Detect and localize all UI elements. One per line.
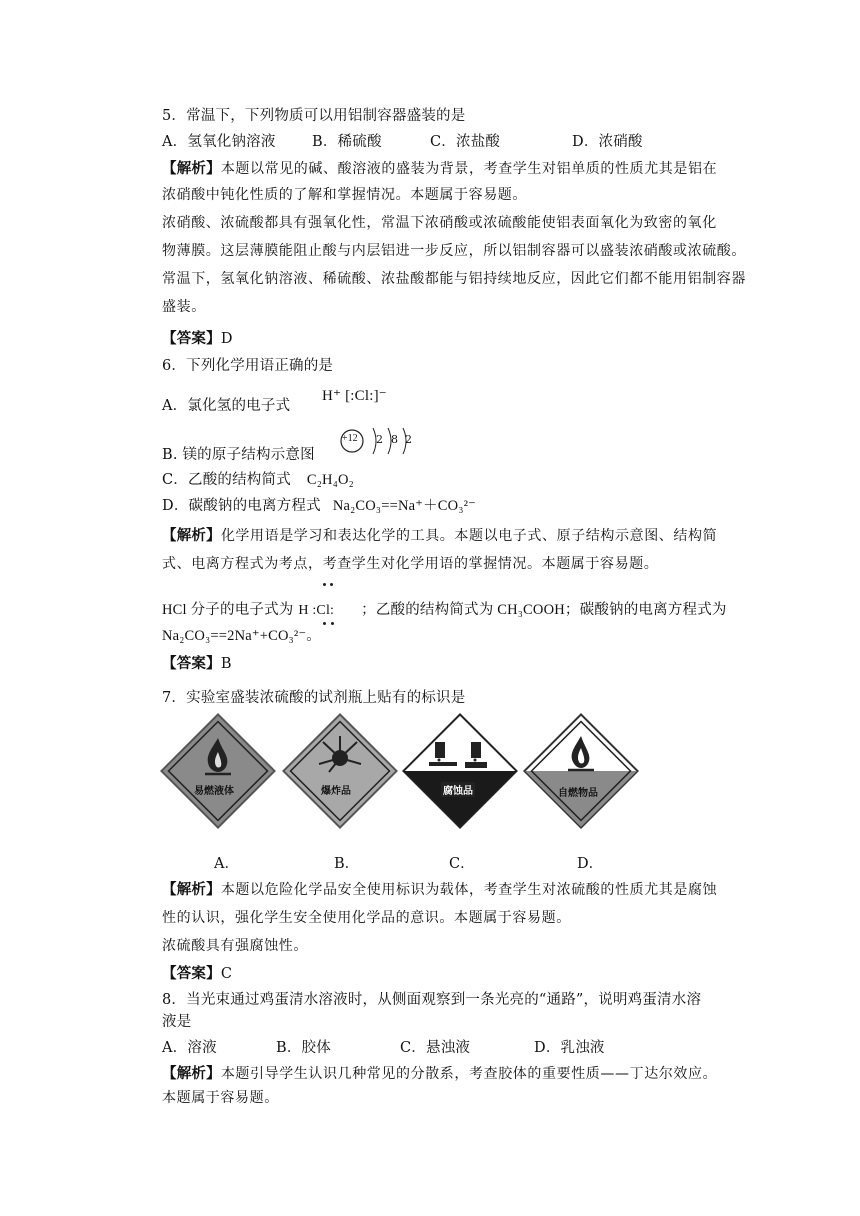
hcl-electron-formula: H :Cl: bbox=[298, 603, 335, 618]
q5-stem: 5．常温下，下列物质可以用铝制容器盛装的是 bbox=[162, 108, 466, 124]
q8-option-a: A．溶液 bbox=[162, 1040, 217, 1056]
q6-option-c bbox=[162, 471, 354, 489]
q6-detail-line2: Na₂CO₃==2Na⁺+CO₃²⁻。 bbox=[162, 628, 322, 644]
mg-shell-3: 2 bbox=[405, 433, 412, 446]
q8-option-d: D．乳浊液 bbox=[534, 1040, 605, 1056]
q8-stem-line1: 8．当光束通过鸡蛋清水溶液时，从侧面观察到一条光亮的“通路”，说明鸡蛋清水溶 bbox=[162, 992, 702, 1008]
electron-dot bbox=[330, 583, 333, 586]
q5-detail-line3: 常温下，氢氧化钠溶液、稀硫酸、浓盐酸都能与铝持续地反应，因此它们都不能用铝制容器 bbox=[162, 271, 746, 287]
electron-dot bbox=[323, 583, 326, 586]
sign-b-letter: B． bbox=[334, 856, 360, 872]
q8-options bbox=[162, 1039, 662, 1057]
q5-options bbox=[162, 133, 742, 151]
mg-atom-structure-diagram bbox=[339, 424, 419, 464]
q5-answer-value: D bbox=[220, 331, 233, 347]
analysis-tag: 【解析】 bbox=[162, 1065, 221, 1082]
q8-analysis-text: 本题引导学生认识几种常见的分散系，考查胶体的重要性质——丁达尔效应。 bbox=[220, 1066, 718, 1082]
q5-analysis-line2: 浓硝酸中钝化性质的了解和掌握情况。本题属于容易题。 bbox=[162, 187, 527, 203]
q6-hcl-ionic-formula: H⁺ [:Cl:]⁻ bbox=[322, 388, 387, 404]
q5-detail-line2: 物薄膜。这层薄膜能阻止酸与内层铝进一步反应，所以铝制容器可以盛装浓硝酸或浓硫酸。 bbox=[162, 243, 746, 259]
electron-dot bbox=[331, 622, 334, 625]
analysis-tag: 【解析】 bbox=[162, 527, 221, 544]
q7-analysis-text: 本题以危险化学品安全使用标识为载体，考查学生对浓硫酸的性质尤其是腐蚀 bbox=[220, 882, 718, 898]
q5-answer bbox=[162, 330, 233, 348]
q5-detail-line1: 浓硝酸、浓硫酸都具有强氧化性，常温下浓硝酸或浓硫酸能使铝表面氧化为致密的氧化 bbox=[162, 215, 717, 231]
acetic-acid-formula: C₂H₄O₂ bbox=[306, 472, 354, 488]
sodium-carbonate-equation: Na₂CO₃==Na⁺＋CO₃²⁻ bbox=[332, 498, 477, 514]
q6-stem: 6．下列化学用语正确的是 bbox=[162, 358, 334, 374]
analysis-tag: 【解析】 bbox=[162, 160, 221, 177]
q6-option-b: B. 镁的原子结构示意图 bbox=[162, 447, 315, 463]
q7-analysis bbox=[162, 881, 717, 899]
q8-option-c: C．悬浊液 bbox=[400, 1040, 471, 1056]
q6-option-d bbox=[162, 497, 476, 515]
answer-tag: 【答案】 bbox=[162, 655, 221, 672]
sign-c-letter: C． bbox=[449, 856, 475, 872]
q6-detail-prefix: HCl 分子的电子式为 bbox=[162, 602, 294, 618]
q5-option-c: C．浓盐酸 bbox=[430, 134, 501, 150]
electron-dot bbox=[323, 622, 326, 625]
q7-answer-value: C bbox=[220, 966, 233, 982]
sign-d-letter: D． bbox=[577, 856, 604, 872]
answer-tag: 【答案】 bbox=[162, 330, 221, 347]
q6-analysis bbox=[162, 527, 717, 545]
q6-answer bbox=[162, 655, 232, 673]
spontaneous-combustion-label: 自燃物品 bbox=[558, 788, 598, 799]
q8-analysis bbox=[162, 1065, 717, 1083]
q7-analysis-line2: 性的认识，强化学生安全使用化学品的意识。本题属于容易题。 bbox=[162, 910, 571, 926]
q6-analysis-line2: 式、电离方程式为考点，考查学生对化学用语的掌握情况。本题属于容易题。 bbox=[162, 556, 659, 572]
flammable-liquid-sign bbox=[159, 712, 277, 834]
q6-detail-line1 bbox=[162, 601, 727, 620]
q5-analysis-text: 本题以常见的碱、酸溶液的盛装为背景，考查学生对铝单质的性质尤其是铝在 bbox=[220, 161, 718, 177]
q6-analysis-text: 化学用语是学习和表达化学的工具。本题以电子式、原子结构示意图、结构简 bbox=[220, 528, 718, 544]
analysis-tag: 【解析】 bbox=[162, 881, 221, 898]
q6-option-c-text: C．乙酸的结构简式 bbox=[162, 472, 291, 488]
q5-option-d: D．浓硝酸 bbox=[572, 134, 643, 150]
q6-answer-value: B bbox=[220, 656, 232, 672]
q7-detail-line1: 浓硫酸具有强腐蚀性。 bbox=[162, 938, 308, 954]
flammable-label: 易燃液体 bbox=[194, 786, 234, 797]
mg-nucleus-charge: +12 bbox=[342, 433, 358, 444]
explosives-label: 爆炸品 bbox=[321, 786, 351, 797]
answer-tag: 【答案】 bbox=[162, 965, 221, 982]
q5-detail-line4: 盛装。 bbox=[162, 299, 206, 315]
q5-option-b: B．稀硫酸 bbox=[312, 134, 382, 150]
q6-option-a: A．氯化氢的电子式 bbox=[162, 398, 291, 414]
mg-shell-1: 2 bbox=[376, 433, 383, 446]
q8-analysis-line2: 本题属于容易题。 bbox=[162, 1090, 279, 1106]
q5-option-a: A．氢氧化钠溶液 bbox=[162, 134, 276, 150]
q7-stem: 7．实验室盛装浓硫酸的试剂瓶上贴有的标识是 bbox=[162, 690, 466, 706]
corrosive-sign bbox=[401, 712, 519, 834]
q5-analysis bbox=[162, 160, 717, 178]
mg-shell-2: 8 bbox=[391, 433, 398, 446]
spontaneous-combustion-sign bbox=[522, 712, 640, 834]
q6-detail-suffix: ；乙酸的结构简式为 CH₃COOH；碳酸钠的电离方程式为 bbox=[361, 602, 727, 618]
q8-option-b: B．胶体 bbox=[276, 1040, 331, 1056]
q7-answer bbox=[162, 965, 232, 983]
explosives-sign bbox=[281, 712, 399, 834]
sign-a-letter: A． bbox=[214, 856, 239, 872]
corrosive-label: 腐蚀品 bbox=[441, 782, 475, 797]
q6-option-d-text: D．碳酸钠的电离方程式 bbox=[162, 498, 321, 514]
q8-stem-line2: 液是 bbox=[162, 1014, 192, 1030]
